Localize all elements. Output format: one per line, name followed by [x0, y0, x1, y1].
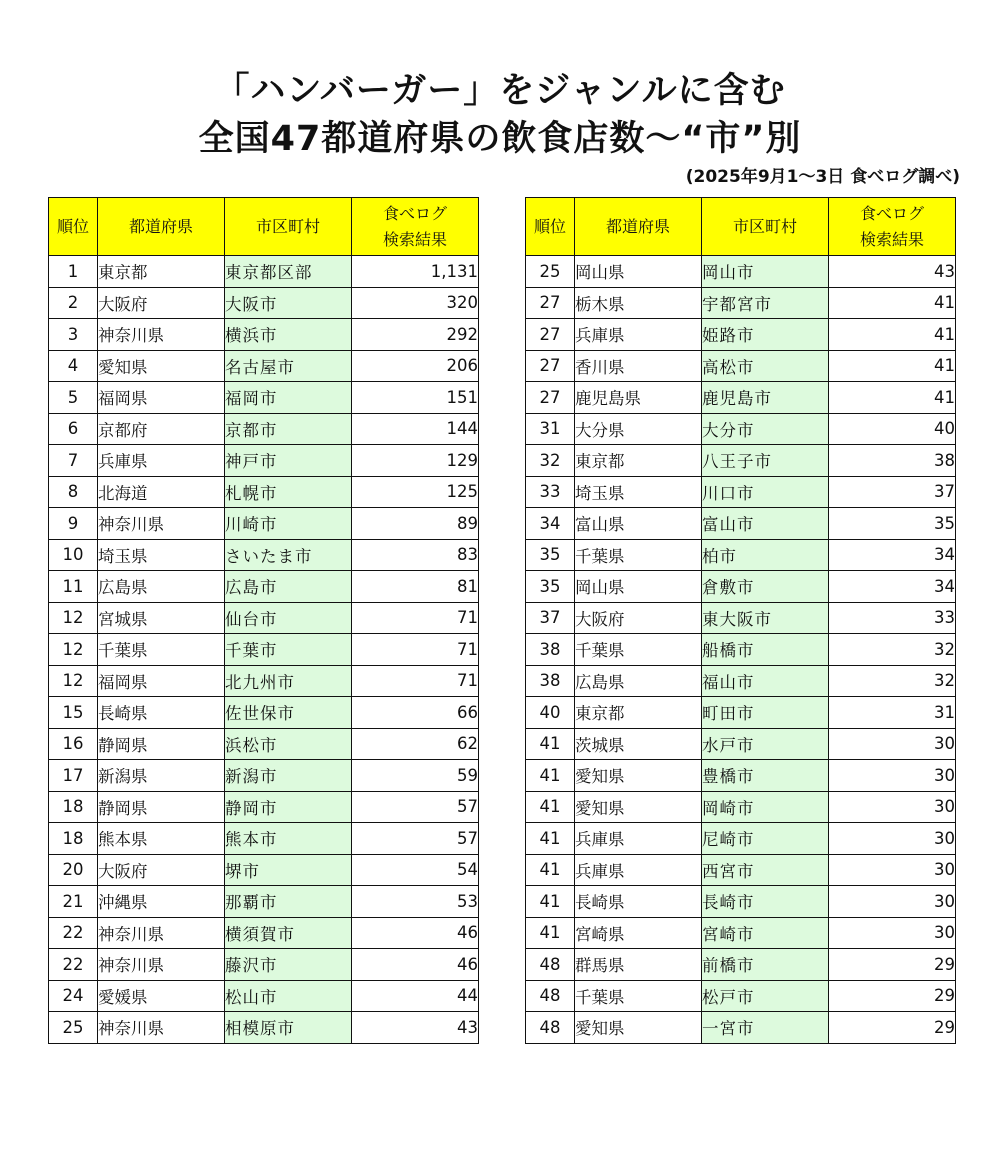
table-row [49, 665, 479, 697]
prefecture-cell: 神奈川県 [98, 917, 225, 949]
rank-cell: 15 [49, 697, 98, 729]
table-row [526, 1012, 956, 1044]
count-cell: 66 [352, 697, 479, 729]
table-row [526, 665, 956, 697]
municipality-cell: 松山市 [225, 980, 352, 1012]
rank-cell: 48 [526, 949, 575, 981]
municipality-cell: 豊橋市 [702, 760, 829, 792]
table-row [526, 382, 956, 414]
rank-cell: 9 [49, 508, 98, 540]
table-row [49, 382, 479, 414]
municipality-cell: 藤沢市 [225, 949, 352, 981]
table-row [49, 886, 479, 918]
count-cell: 320 [352, 287, 479, 319]
prefecture-cell: 福岡県 [98, 382, 225, 414]
rank-cell: 41 [526, 823, 575, 855]
prefecture-cell: 東京都 [575, 445, 702, 477]
count-cell: 35 [829, 508, 956, 540]
rank-cell: 18 [49, 791, 98, 823]
municipality-cell: 仙台市 [225, 602, 352, 634]
count-cell: 46 [352, 917, 479, 949]
count-cell: 59 [352, 760, 479, 792]
count-cell: 292 [352, 319, 479, 351]
rank-cell: 20 [49, 854, 98, 886]
municipality-cell: 京都市 [225, 413, 352, 445]
header-rank: 順位 [526, 198, 575, 256]
table-row [526, 634, 956, 666]
count-cell: 30 [829, 917, 956, 949]
municipality-cell: 北九州市 [225, 665, 352, 697]
rank-cell: 38 [526, 665, 575, 697]
rank-cell: 35 [526, 571, 575, 603]
municipality-cell: 岡山市 [702, 256, 829, 288]
prefecture-cell: 京都府 [98, 413, 225, 445]
rank-cell: 41 [526, 791, 575, 823]
table-header-row [49, 198, 479, 256]
prefecture-cell: 静岡県 [98, 791, 225, 823]
municipality-cell: 横浜市 [225, 319, 352, 351]
rank-cell: 12 [49, 634, 98, 666]
rank-cell: 41 [526, 886, 575, 918]
count-cell: 144 [352, 413, 479, 445]
rank-cell: 37 [526, 602, 575, 634]
count-cell: 46 [352, 949, 479, 981]
municipality-cell: さいたま市 [225, 539, 352, 571]
count-cell: 41 [829, 382, 956, 414]
rank-cell: 12 [49, 602, 98, 634]
prefecture-cell: 広島県 [98, 571, 225, 603]
municipality-cell: 宮崎市 [702, 917, 829, 949]
rank-cell: 48 [526, 1012, 575, 1044]
count-cell: 29 [829, 980, 956, 1012]
municipality-cell: 姫路市 [702, 319, 829, 351]
prefecture-cell: 茨城県 [575, 728, 702, 760]
municipality-cell: 前橋市 [702, 949, 829, 981]
rank-cell: 31 [526, 413, 575, 445]
rank-cell: 25 [49, 1012, 98, 1044]
prefecture-cell: 大阪府 [98, 287, 225, 319]
municipality-cell: 宇都宮市 [702, 287, 829, 319]
count-cell: 54 [352, 854, 479, 886]
prefecture-cell: 兵庫県 [575, 319, 702, 351]
prefecture-cell: 埼玉県 [575, 476, 702, 508]
municipality-cell: 大阪市 [225, 287, 352, 319]
table-row [49, 445, 479, 477]
municipality-cell: 倉敷市 [702, 571, 829, 603]
rank-cell: 27 [526, 319, 575, 351]
count-cell: 206 [352, 350, 479, 382]
count-cell: 32 [829, 634, 956, 666]
municipality-cell: 那覇市 [225, 886, 352, 918]
prefecture-cell: 愛媛県 [98, 980, 225, 1012]
count-cell: 41 [829, 287, 956, 319]
municipality-cell: 東大阪市 [702, 602, 829, 634]
count-cell: 34 [829, 571, 956, 603]
rank-cell: 41 [526, 760, 575, 792]
rank-cell: 27 [526, 382, 575, 414]
header-result-line2: 検索結果 [859, 229, 924, 249]
table-row [526, 949, 956, 981]
rank-cell: 2 [49, 287, 98, 319]
rank-cell: 10 [49, 539, 98, 571]
count-cell: 30 [829, 886, 956, 918]
title-line-1: 「ハンバーガー」をジャンルに含む [214, 71, 786, 111]
table-row [49, 508, 479, 540]
count-cell: 41 [829, 350, 956, 382]
table-row [526, 791, 956, 823]
rank-cell: 4 [49, 350, 98, 382]
rank-cell: 6 [49, 413, 98, 445]
rank-cell: 18 [49, 823, 98, 855]
table-row [526, 886, 956, 918]
table-row [49, 917, 479, 949]
count-cell: 43 [352, 1012, 479, 1044]
municipality-cell: 相模原市 [225, 1012, 352, 1044]
table-row [49, 413, 479, 445]
table-row [526, 256, 956, 288]
count-cell: 129 [352, 445, 479, 477]
header-prefecture: 都道府県 [575, 198, 702, 256]
rank-cell: 38 [526, 634, 575, 666]
table-row [49, 602, 479, 634]
count-cell: 57 [352, 791, 479, 823]
prefecture-cell: 千葉県 [575, 634, 702, 666]
municipality-cell: 町田市 [702, 697, 829, 729]
table-row [49, 287, 479, 319]
table-row [526, 697, 956, 729]
municipality-cell: 西宮市 [702, 854, 829, 886]
prefecture-cell: 群馬県 [575, 949, 702, 981]
prefecture-cell: 栃木県 [575, 287, 702, 319]
table-row [49, 634, 479, 666]
table-row [526, 413, 956, 445]
rank-cell: 41 [526, 917, 575, 949]
municipality-cell: 佐世保市 [225, 697, 352, 729]
municipality-cell: 堺市 [225, 854, 352, 886]
prefecture-cell: 大阪府 [98, 854, 225, 886]
prefecture-cell: 沖縄県 [98, 886, 225, 918]
municipality-cell: 広島市 [225, 571, 352, 603]
prefecture-cell: 大分県 [575, 413, 702, 445]
prefecture-cell: 愛知県 [98, 350, 225, 382]
count-cell: 71 [352, 665, 479, 697]
table-row [526, 760, 956, 792]
count-cell: 81 [352, 571, 479, 603]
count-cell: 57 [352, 823, 479, 855]
municipality-cell: 神戸市 [225, 445, 352, 477]
prefecture-cell: 兵庫県 [575, 854, 702, 886]
header-rank: 順位 [49, 198, 98, 256]
prefecture-cell: 神奈川県 [98, 508, 225, 540]
prefecture-cell: 熊本県 [98, 823, 225, 855]
municipality-cell: 尼崎市 [702, 823, 829, 855]
header-result-line1: 食べログ [382, 203, 447, 223]
table-row [49, 256, 479, 288]
count-cell: 71 [352, 634, 479, 666]
table-header-row [526, 198, 956, 256]
prefecture-cell: 広島県 [575, 665, 702, 697]
header-municipality: 市区町村 [225, 198, 352, 256]
table-row [526, 539, 956, 571]
count-cell: 30 [829, 854, 956, 886]
municipality-cell: 浜松市 [225, 728, 352, 760]
prefecture-cell: 愛知県 [575, 760, 702, 792]
header-prefecture: 都道府県 [98, 198, 225, 256]
count-cell: 33 [829, 602, 956, 634]
prefecture-cell: 新潟県 [98, 760, 225, 792]
count-cell: 29 [829, 949, 956, 981]
prefecture-cell: 兵庫県 [98, 445, 225, 477]
prefecture-cell: 静岡県 [98, 728, 225, 760]
rank-cell: 22 [49, 917, 98, 949]
count-cell: 89 [352, 508, 479, 540]
municipality-cell: 札幌市 [225, 476, 352, 508]
municipality-cell: 岡崎市 [702, 791, 829, 823]
prefecture-cell: 千葉県 [98, 634, 225, 666]
prefecture-cell: 長崎県 [98, 697, 225, 729]
rank-cell: 25 [526, 256, 575, 288]
header-result-line1: 食べログ [859, 203, 924, 223]
prefecture-cell: 神奈川県 [98, 949, 225, 981]
prefecture-cell: 福岡県 [98, 665, 225, 697]
count-cell: 125 [352, 476, 479, 508]
rank-cell: 48 [526, 980, 575, 1012]
count-cell: 43 [829, 256, 956, 288]
municipality-cell: 松戸市 [702, 980, 829, 1012]
municipality-cell: 一宮市 [702, 1012, 829, 1044]
table-row [49, 728, 479, 760]
header-search-result [829, 198, 956, 256]
prefecture-cell: 岡山県 [575, 256, 702, 288]
municipality-cell: 千葉市 [225, 634, 352, 666]
count-cell: 29 [829, 1012, 956, 1044]
rank-cell: 7 [49, 445, 98, 477]
rank-cell: 40 [526, 697, 575, 729]
count-cell: 53 [352, 886, 479, 918]
header-result-line2: 検索結果 [382, 229, 447, 249]
rank-cell: 35 [526, 539, 575, 571]
table-row [49, 760, 479, 792]
rank-cell: 41 [526, 728, 575, 760]
rank-cell: 34 [526, 508, 575, 540]
municipality-cell: 長崎市 [702, 886, 829, 918]
table-row [526, 980, 956, 1012]
count-cell: 44 [352, 980, 479, 1012]
prefecture-cell: 千葉県 [575, 980, 702, 1012]
prefecture-cell: 長崎県 [575, 886, 702, 918]
count-cell: 34 [829, 539, 956, 571]
prefecture-cell: 香川県 [575, 350, 702, 382]
rank-cell: 17 [49, 760, 98, 792]
ranking-table-right [525, 197, 956, 1044]
table-row [49, 350, 479, 382]
table-row [49, 539, 479, 571]
municipality-cell: 川崎市 [225, 508, 352, 540]
prefecture-cell: 埼玉県 [98, 539, 225, 571]
count-cell: 83 [352, 539, 479, 571]
source-note: (2025年9月1～3日 食べログ調べ) [685, 167, 960, 187]
table-row [526, 728, 956, 760]
prefecture-cell: 岡山県 [575, 571, 702, 603]
count-cell: 30 [829, 760, 956, 792]
prefecture-cell: 鹿児島県 [575, 382, 702, 414]
prefecture-cell: 宮崎県 [575, 917, 702, 949]
municipality-cell: 大分市 [702, 413, 829, 445]
rank-cell: 27 [526, 287, 575, 319]
count-cell: 40 [829, 413, 956, 445]
municipality-cell: 熊本市 [225, 823, 352, 855]
count-cell: 32 [829, 665, 956, 697]
municipality-cell: 柏市 [702, 539, 829, 571]
table-row [526, 508, 956, 540]
municipality-cell: 静岡市 [225, 791, 352, 823]
table-row [49, 791, 479, 823]
prefecture-cell: 富山県 [575, 508, 702, 540]
prefecture-cell: 神奈川県 [98, 1012, 225, 1044]
municipality-cell: 八王子市 [702, 445, 829, 477]
rank-cell: 16 [49, 728, 98, 760]
prefecture-cell: 兵庫県 [575, 823, 702, 855]
table-row [526, 319, 956, 351]
count-cell: 71 [352, 602, 479, 634]
table-row [526, 350, 956, 382]
table-row [526, 917, 956, 949]
count-cell: 62 [352, 728, 479, 760]
prefecture-cell: 愛知県 [575, 791, 702, 823]
municipality-cell: 横須賀市 [225, 917, 352, 949]
rank-cell: 27 [526, 350, 575, 382]
count-cell: 37 [829, 476, 956, 508]
count-cell: 30 [829, 791, 956, 823]
table-row [526, 854, 956, 886]
municipality-cell: 新潟市 [225, 760, 352, 792]
prefecture-cell: 大阪府 [575, 602, 702, 634]
count-cell: 38 [829, 445, 956, 477]
header-search-result [352, 198, 479, 256]
count-cell: 30 [829, 823, 956, 855]
header-municipality: 市区町村 [702, 198, 829, 256]
ranking-table-left [48, 197, 479, 1044]
table-row [49, 571, 479, 603]
table-row [526, 823, 956, 855]
prefecture-cell: 北海道 [98, 476, 225, 508]
table-row [49, 980, 479, 1012]
rank-cell: 22 [49, 949, 98, 981]
prefecture-cell: 東京都 [98, 256, 225, 288]
table-row [49, 949, 479, 981]
municipality-cell: 福山市 [702, 665, 829, 697]
title-line-2: 全国47都道府県の飲食店数～“市”別 [198, 119, 802, 159]
table-row [49, 697, 479, 729]
count-cell: 30 [829, 728, 956, 760]
table-row [526, 571, 956, 603]
table-row [526, 287, 956, 319]
rank-cell: 24 [49, 980, 98, 1012]
rank-cell: 12 [49, 665, 98, 697]
table-row [526, 445, 956, 477]
count-cell: 41 [829, 319, 956, 351]
municipality-cell: 水戸市 [702, 728, 829, 760]
prefecture-cell: 愛知県 [575, 1012, 702, 1044]
table-row [49, 1012, 479, 1044]
count-cell: 1,131 [352, 256, 479, 288]
prefecture-cell: 東京都 [575, 697, 702, 729]
municipality-cell: 福岡市 [225, 382, 352, 414]
rank-cell: 8 [49, 476, 98, 508]
table-row [49, 319, 479, 351]
rank-cell: 32 [526, 445, 575, 477]
municipality-cell: 名古屋市 [225, 350, 352, 382]
rank-cell: 11 [49, 571, 98, 603]
municipality-cell: 川口市 [702, 476, 829, 508]
rank-cell: 5 [49, 382, 98, 414]
municipality-cell: 船橋市 [702, 634, 829, 666]
prefecture-cell: 千葉県 [575, 539, 702, 571]
table-row [526, 476, 956, 508]
count-cell: 31 [829, 697, 956, 729]
table-row [526, 602, 956, 634]
rank-cell: 41 [526, 854, 575, 886]
table-row [49, 854, 479, 886]
count-cell: 151 [352, 382, 479, 414]
rank-cell: 1 [49, 256, 98, 288]
table-row [49, 476, 479, 508]
prefecture-cell: 宮城県 [98, 602, 225, 634]
rank-cell: 3 [49, 319, 98, 351]
table-row [49, 823, 479, 855]
municipality-cell: 東京都区部 [225, 256, 352, 288]
prefecture-cell: 神奈川県 [98, 319, 225, 351]
municipality-cell: 鹿児島市 [702, 382, 829, 414]
rank-cell: 33 [526, 476, 575, 508]
municipality-cell: 高松市 [702, 350, 829, 382]
municipality-cell: 富山市 [702, 508, 829, 540]
rank-cell: 21 [49, 886, 98, 918]
